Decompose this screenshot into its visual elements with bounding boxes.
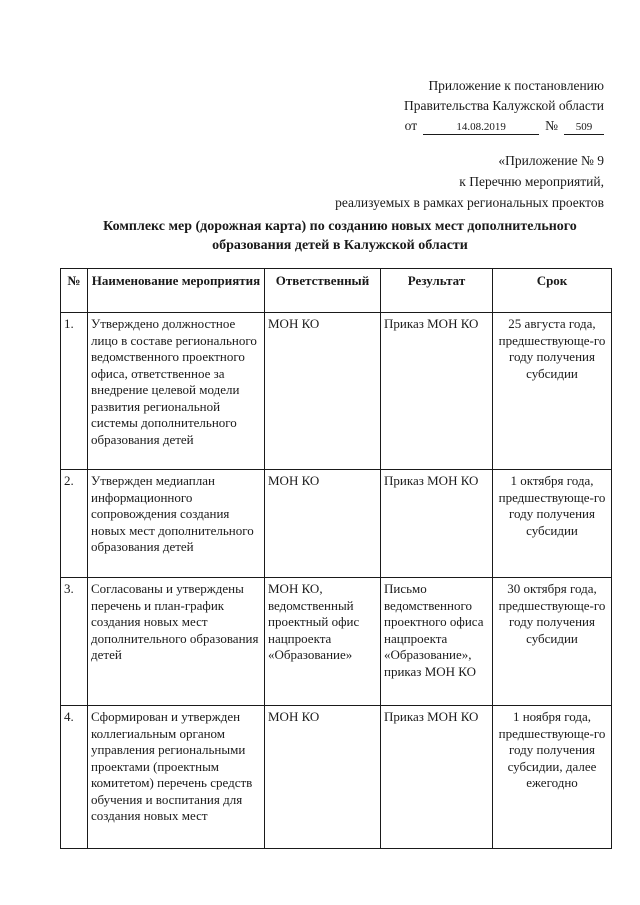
row-term: 30 октября года, предшествующе-го году получения субсидии (493, 578, 612, 706)
table-row (61, 313, 612, 470)
resolution-number: 509 (564, 120, 604, 135)
row-result: Приказ МОН КО (381, 470, 493, 578)
number-label: № (545, 118, 558, 133)
row-term: 1 ноября года, предшествующе-го году получения субсидии, далее ежегодно (493, 706, 612, 849)
row-responsible: МОН КО (265, 313, 381, 470)
row-name: Сформирован и утвержден коллегиальным органом управления региональными проектами (проектным комитетом) перечень средств обучения и воспитания для создания новых мест (88, 706, 265, 849)
row-term: 25 августа года, предшествующе-го году получения субсидии (493, 313, 612, 470)
appendix-header-line2: Правительства Калужской области (403, 98, 604, 113)
from-label: от (404, 118, 418, 133)
row-number: 3. (61, 578, 88, 706)
header-num: № (61, 269, 88, 313)
annex-line1: «Приложение № 9 (498, 153, 604, 168)
resolution-date: 14.08.2019 (423, 120, 539, 135)
row-responsible: МОН КО (265, 470, 381, 578)
row-number: 1. (61, 313, 88, 470)
row-responsible: МОН КО, ведомственный проектный офис нацпроекта «Образование» (265, 578, 381, 706)
title-line1: Комплекс мер (дорожная карта) по созданию новых мест дополнительного (103, 219, 577, 234)
table-header-row (61, 269, 612, 313)
table-row (61, 470, 612, 578)
row-name: Утверждено должностное лицо в составе регионального ведомственного проектного офиса, ответственное за внедрение целевой модели развития региональной системы дополнительного образования детей (88, 313, 265, 470)
row-number: 2. (61, 470, 88, 578)
row-result: Письмо ведомственного проектного офиса нацпроекта «Образование», приказ МОН КО (381, 578, 493, 706)
annex-line3: реализуемых в рамках региональных проектов (335, 195, 604, 210)
table-row (61, 578, 612, 706)
row-term: 1 октября года, предшествующе-го году получения субсидии (493, 470, 612, 578)
header-term: Срок (493, 269, 612, 313)
header-responsible: Ответственный (265, 269, 381, 313)
roadmap-table (60, 268, 612, 849)
row-result: Приказ МОН КО (381, 313, 493, 470)
row-name: Согласованы и утверждены перечень и план-график создания новых мест дополнительного образования детей (88, 578, 265, 706)
row-responsible: МОН КО (265, 706, 381, 849)
appendix-header (404, 76, 604, 136)
row-number: 4. (61, 706, 88, 849)
appendix-header-line1: Приложение к постановлению (428, 78, 604, 93)
row-result: Приказ МОН КО (381, 706, 493, 849)
header-name: Наименование мероприятия (88, 269, 265, 313)
annex-line2: к Перечню мероприятий, (459, 174, 604, 189)
table-row (61, 706, 612, 849)
header-result: Результат (381, 269, 493, 313)
row-name: Утвержден медиаплан информационного сопровождения создания новых мест дополнительного образования детей (88, 470, 265, 578)
date-number-line (404, 116, 604, 136)
title-line2: образования детей в Калужской области (212, 238, 468, 253)
annex-reference (335, 150, 604, 213)
document-title (60, 217, 620, 255)
